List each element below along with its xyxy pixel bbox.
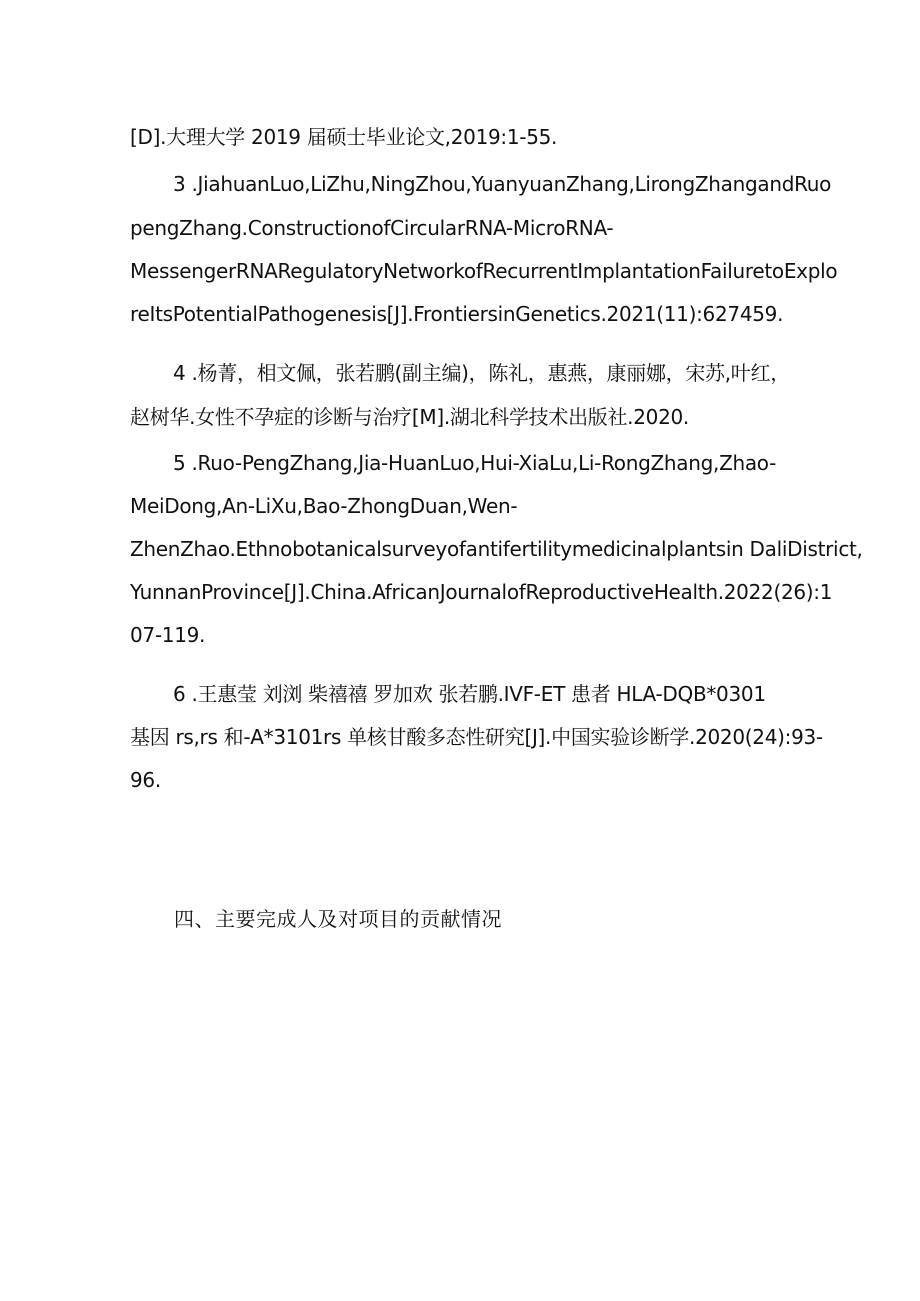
reference-5-line-2: MeiDong,An-LiXu,Bao-ZhongDuan,Wen-: [130, 494, 518, 518]
reference-5-line-1: 5 .Ruo-PengZhang,Jia-HuanLuo,Hui-XiaLu,Li-RongZhang,Zhao-: [173, 451, 777, 475]
reference-5-line-4: YunnanProvince[J].China.AfricanJournalofReproductiveHealth.2022(26):1: [130, 580, 833, 604]
reference-6-line-2: 基因 rs,rs 和-A*3101rs 单核甘酸多态性研究[J].中国实验诊断学.2020(24):93-: [130, 725, 823, 749]
reference-3-line-3: MessengerRNARegulatoryNetworkofRecurrentImplantationFailuretoExplo: [130, 259, 838, 283]
reference-6-line-3: 96.: [130, 768, 161, 792]
reference-5-line-5: 07-119.: [130, 623, 206, 647]
reference-3-line-2: pengZhang.ConstructionofCircularRNA-MicroRNA-: [130, 216, 614, 240]
reference-3-line-1: 3 .JiahuanLuo,LiZhu,NingZhou,YuanyuanZhang,LirongZhangandRuo: [173, 172, 832, 196]
reference-3-line-4: reItsPotentialPathogenesis[J].FrontiersinGenetics.2021(11):627459.: [130, 302, 784, 326]
reference-4-line-1: 4 .杨菁，相文佩，张若鹏(副主编)，陈礼，惠燕，康丽娜，宋苏,叶红，: [173, 361, 790, 385]
reference-2-continuation: [D].大理大学 2019 届硕士毕业论文,2019:1-55.: [130, 125, 558, 149]
section-heading: 四、主要完成人及对项目的贡献情况: [174, 907, 502, 931]
reference-4-line-2: 赵树华.女性不孕症的诊断与治疗[M].湖北科学技术出版社.2020.: [130, 405, 689, 429]
reference-5-line-3: ZhenZhao.Ethnobotanicalsurveyofantifertilitymedicinalplantsin DaliDistrict,: [130, 537, 863, 561]
reference-6-line-1: 6 .王惠莹 刘浏 柴禧禧 罗加欢 张若鹏.IVF-ET 患者 HLA-DQB*0301: [173, 682, 766, 706]
